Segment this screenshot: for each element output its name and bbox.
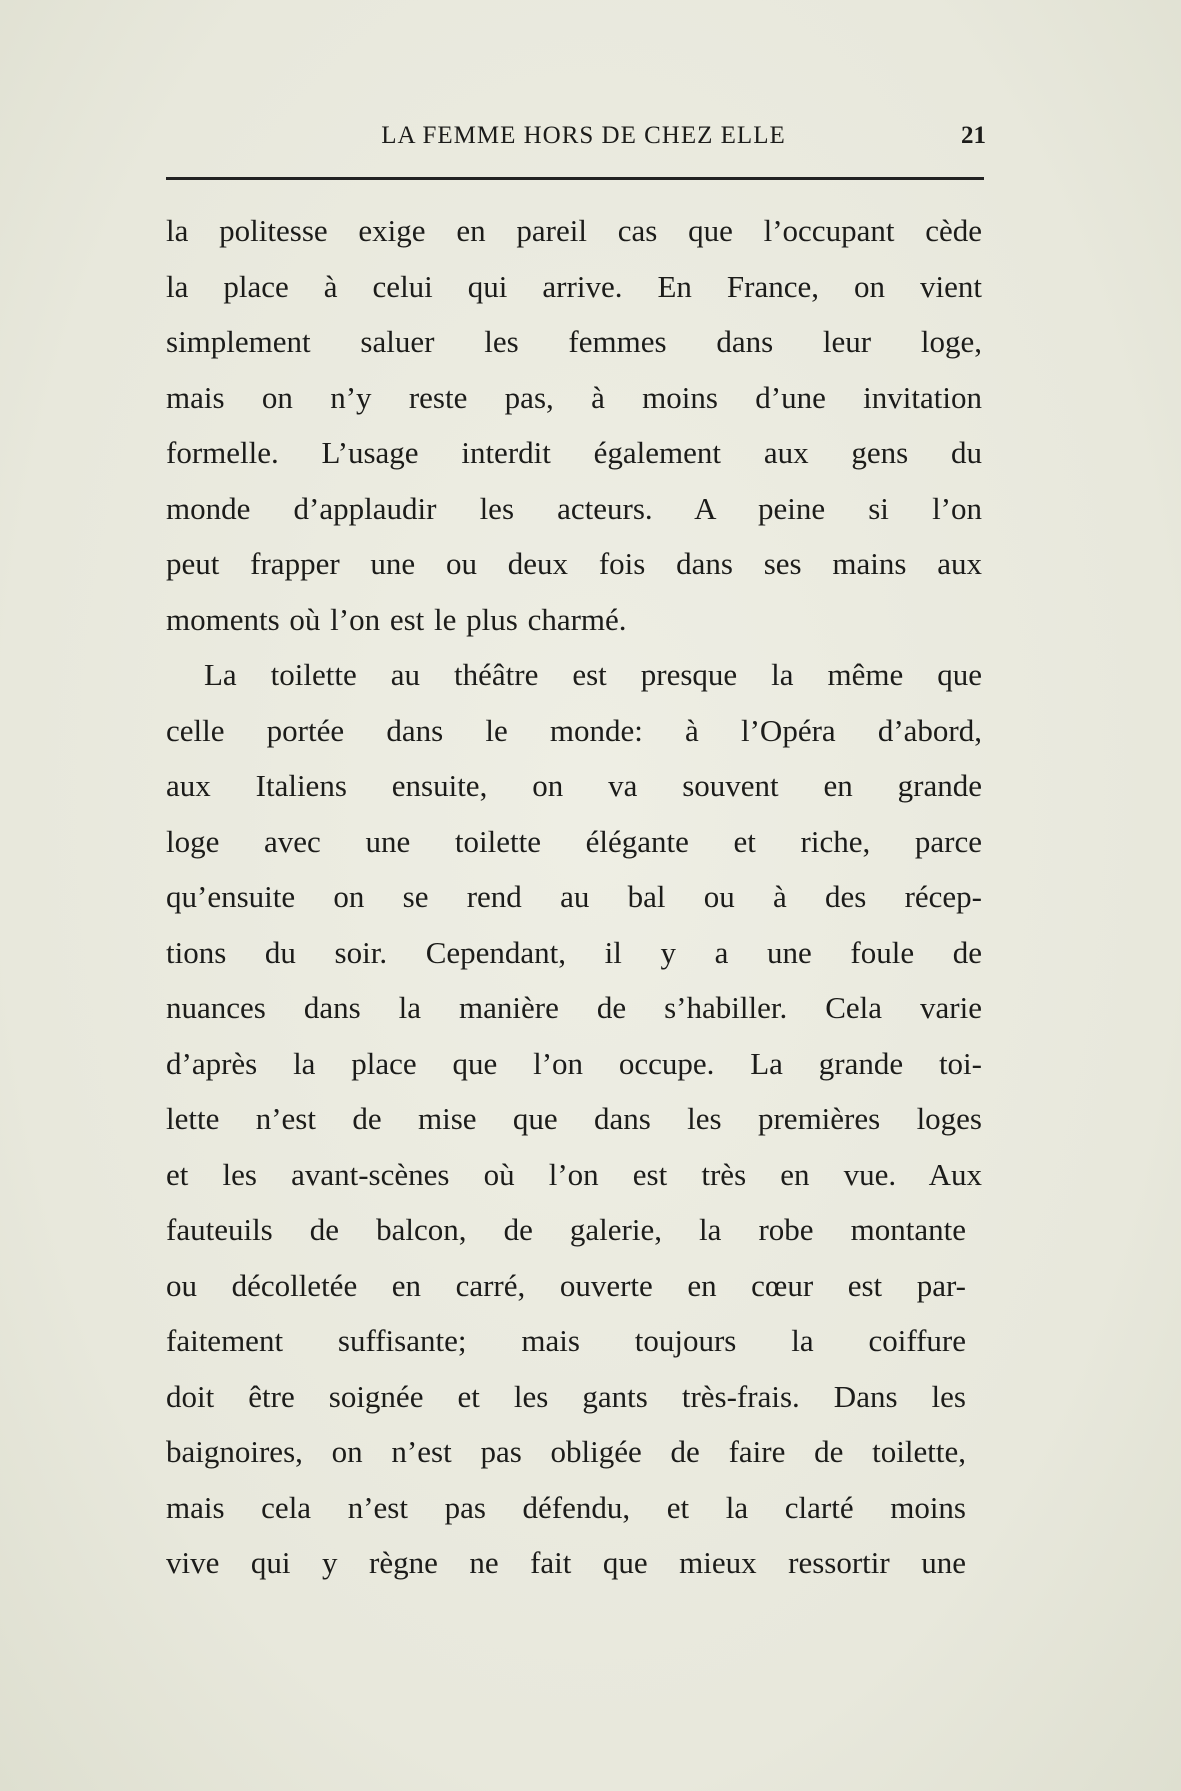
header-rule [166,177,984,180]
text-line: fauteuils de balcon, de galerie, la robe montante [166,1212,966,1247]
text-line: doit être soignée et les gants très-frais. Dans les [166,1378,966,1414]
text-line: d’après la place que l’on occupe. La grande toi- [166,1045,982,1081]
text-line: La toilette au théâtre est presque la même que [204,657,982,692]
text-line: tions du soir. Cependant, il y a une foule de [166,934,982,970]
running-title: LA FEMME HORS DE CHEZ ELLE [381,122,786,149]
text-line: moments où l’on est le plus charmé. [166,601,627,637]
text-line: la place à celui qui arrive. En France, on vient [166,268,982,304]
text-line: formelle. L’usage interdit également aux gens du [166,435,982,470]
text-line: baignoires, on n’est pas obligée de faire de toilette, [166,1434,966,1469]
text-line: peut frapper une ou deux fois dans ses mains aux [166,546,982,581]
text-line: simplement saluer les femmes dans leur loge, [166,324,982,359]
text-line: qu’ensuite on se rend au bal ou à des récep- [166,879,982,914]
running-header [166,118,986,154]
text-line: mais cela n’est pas défendu, et la clarté moins [166,1489,966,1525]
text-line: celle portée dans le monde: à l’Opéra d’abord, [166,712,982,748]
page-number: 21 [961,122,986,149]
text-line: vive qui y règne ne fait que mieux ressortir une [166,1545,966,1580]
text-line: ou décolletée en carré, ouverte en cœur est par- [166,1267,966,1303]
text-line: nuances dans la manière de s’habiller. Cela varie [166,990,982,1025]
text-line: faitement suffisante; mais toujours la coiffure [166,1323,966,1358]
text-line: monde d’applaudir les acteurs. A peine si l’on [166,490,982,526]
text-line: mais on n’y reste pas, à moins d’une invitation [166,379,982,415]
text-line: lette n’est de mise que dans les premières loges [166,1101,982,1136]
body-text [166,203,982,1591]
text-line: et les avant-scènes où l’on est très en vue. Aux [166,1156,982,1192]
text-line: aux Italiens ensuite, on va souvent en grande [166,768,982,803]
text-line: la politesse exige en pareil cas que l’occupant cède [166,213,982,248]
text-line: loge avec une toilette élégante et riche, parce [166,823,982,859]
